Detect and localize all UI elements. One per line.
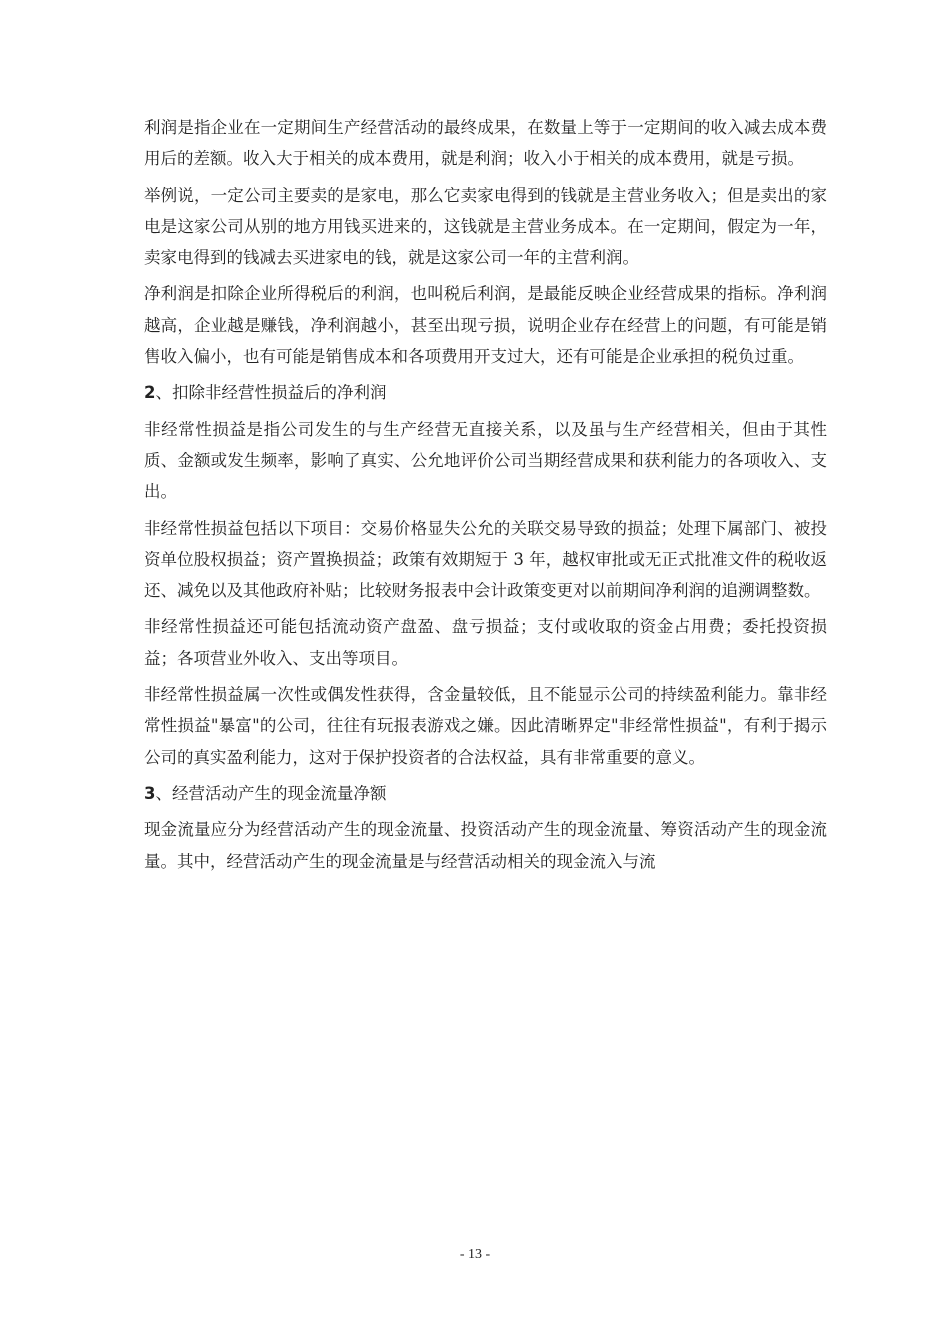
paragraph-profit-definition: 利润是指企业在一定期间生产经营活动的最终成果，在数量上等于一定期间的收入减去成本费用后的差额。收入大于相关的成本费用，就是利润；收入小于相关的成本费用，就是亏损。 [144, 118, 827, 169]
paragraph-cash-flow: 现金流量应分为经营活动产生的现金流量、投资活动产生的现金流量、筹资活动产生的现金流量。其中，经营活动产生的现金流量是与经营活动相关的现金流入与流 [144, 820, 827, 871]
paragraph-net-profit: 净利润是扣除企业所得税后的利润，也叫税后利润，是最能反映企业经营成果的指标。净利润越高，企业越是赚钱，净利润越小，甚至出现亏损，说明企业存在经营上的问题，有可能是销售收入偏小，也有可能是销售成本和各项费用开支过大，还有可能是企业承担的税负过重。 [144, 284, 827, 367]
paragraph-nonrecurring-items: 非经常性损益包括以下项目：交易价格显失公允的关联交易导致的损益；处理下属部门、被投资单位股权损益；资产置换损益；政策有效期短于 3 年，越权审批或无正式批准文件的税收返还、减免以及其他政府补贴；比较财务报表中会计政策变更对以前期间净利润的追溯调整数。 [144, 518, 827, 601]
paragraph-nonrecurring-definition: 非经常性损益是指公司发生的与生产经营无直接关系，以及虽与生产经营相关，但由于其性质、金额或发生频率，影响了真实、公允地评价公司当期经营成果和获利能力的各项收入、支出。 [144, 419, 827, 502]
section-number: 3 [144, 783, 156, 803]
paragraph-example: 举例说，一定公司主要卖的是家电，那么它卖家电得到的钱就是主营业务收入；但是卖出的家电是这家公司从别的地方用钱买进来的，这钱就是主营业务成本。在一定期间，假定为一年，卖家电得到的钱减去买进家电的钱，就是这家公司一年的主营利润。 [144, 185, 827, 268]
section-title: 、扣除非经营性损益后的净利润 [155, 383, 387, 403]
page-body [144, 112, 827, 882]
section-heading-2 [144, 377, 827, 408]
section-title: 、经营活动产生的现金流量净额 [155, 783, 387, 803]
section-number: 2 [144, 383, 156, 403]
section-heading-3 [144, 778, 827, 809]
paragraph-nonrecurring-significance: 非经常性损益属一次性或偶发性获得，含金量较低，且不能显示公司的持续盈利能力。靠非经常性损益"暴富"的公司，往往有玩报表游戏之嫌。因此清晰界定"非经常性损益"，有利于揭示公司的真实盈利能力，这对于保护投资者的合法权益，具有非常重要的意义。 [144, 685, 827, 767]
page-number: - 13 - [459, 1247, 491, 1262]
paragraph-nonrecurring-extra: 非经常性损益还可能包括流动资产盘盈、盘亏损益；支付或收取的资金占用费；委托投资损益；各项营业外收入、支出等项目。 [144, 617, 827, 668]
